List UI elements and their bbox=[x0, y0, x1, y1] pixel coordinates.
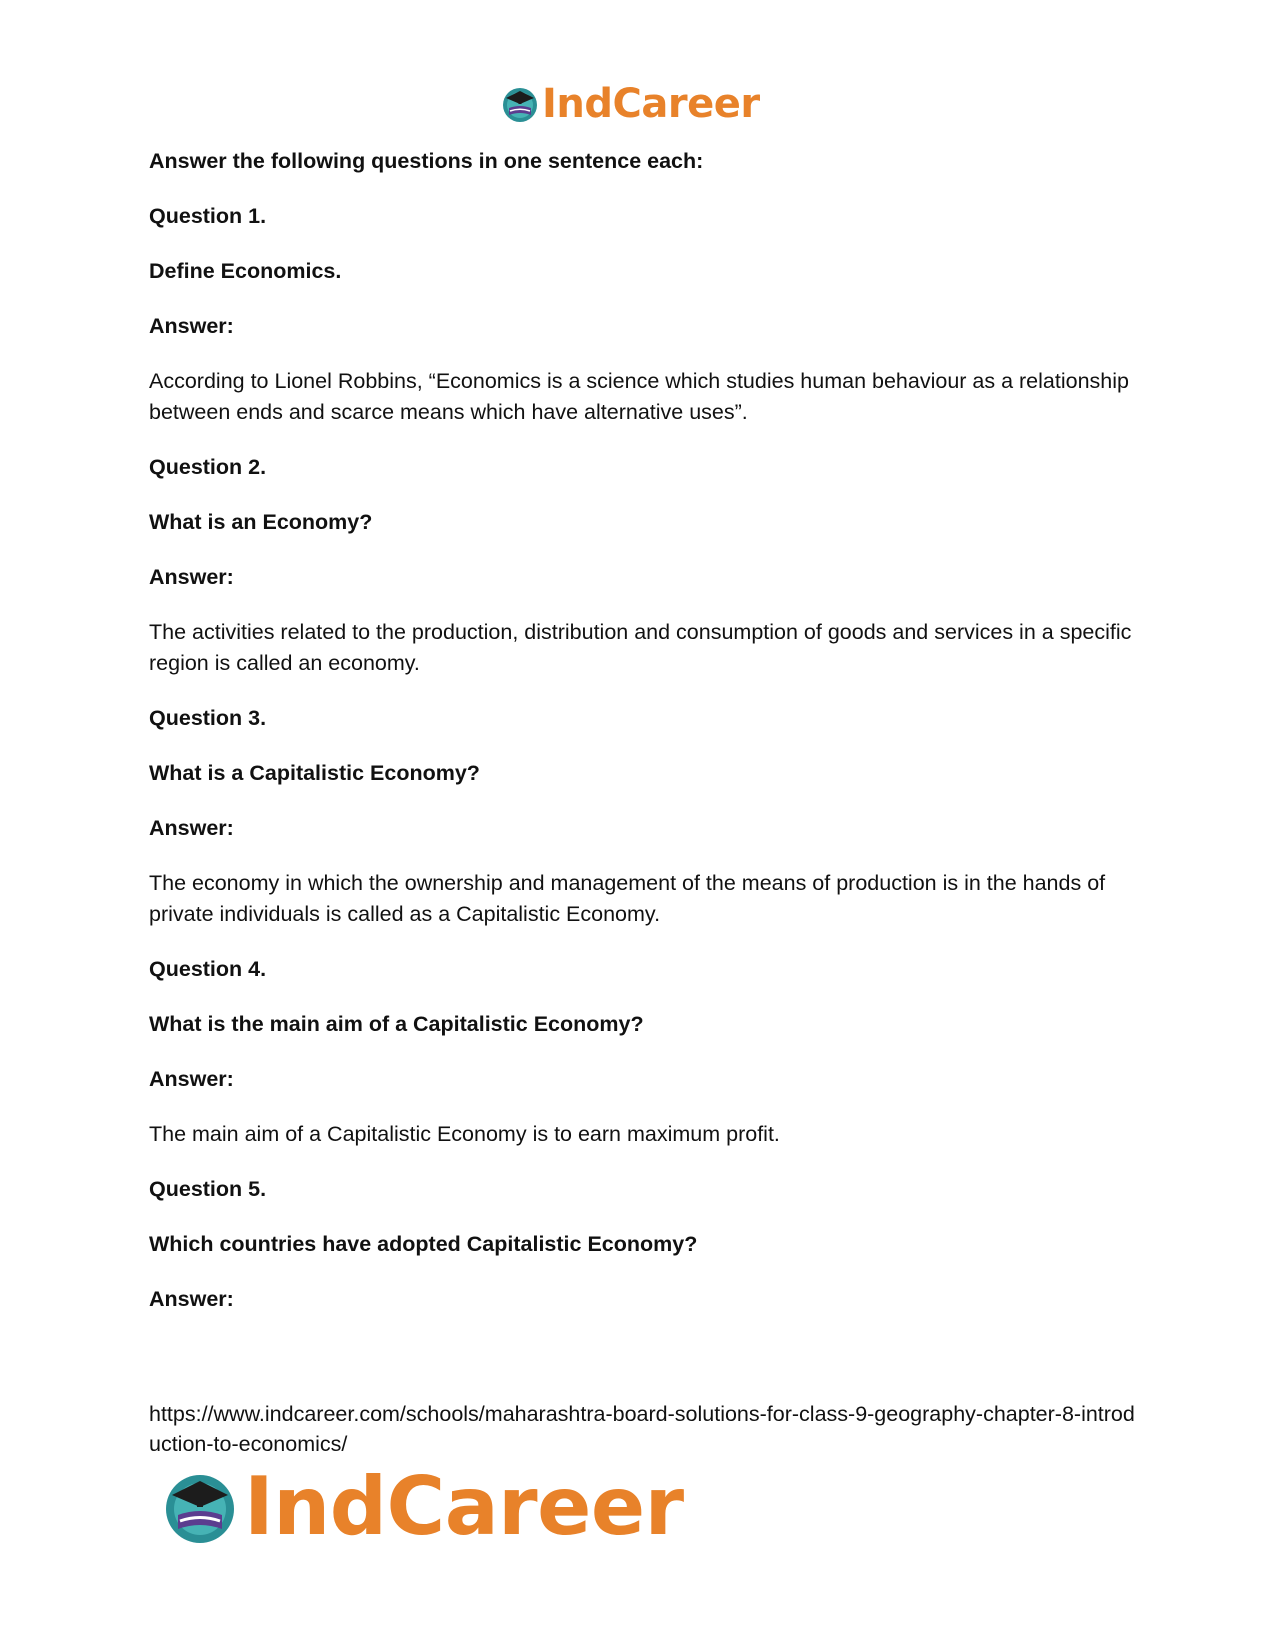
graduation-book-icon bbox=[500, 84, 540, 124]
answer-text: The activities related to the production, distribution and consumption of goods and services in a specific region is called an economy. bbox=[149, 620, 1132, 675]
qa-item-4 bbox=[149, 954, 1134, 1150]
question-label: Question 2. bbox=[149, 455, 267, 479]
source-url[interactable]: https://www.indcareer.com/schools/maharashtra-board-solutions-for-class-9-geography-chapter-8-introduction-to-economics/ bbox=[149, 1402, 1135, 1456]
document-body bbox=[149, 146, 1134, 1339]
question-text: What is an Economy? bbox=[149, 510, 373, 534]
qa-item-1 bbox=[149, 201, 1134, 428]
footer-logo bbox=[160, 1462, 720, 1552]
question-text: Which countries have adopted Capitalistic Economy? bbox=[149, 1232, 698, 1256]
question-label: Question 4. bbox=[149, 957, 267, 981]
answer-label: Answer: bbox=[149, 314, 234, 338]
answer-text: The main aim of a Capitalistic Economy is to earn maximum profit. bbox=[149, 1122, 780, 1146]
qa-item-2 bbox=[149, 452, 1134, 679]
footer-logo-text: IndCareer bbox=[244, 1460, 684, 1553]
answer-label: Answer: bbox=[149, 565, 234, 589]
answer-label: Answer: bbox=[149, 1067, 234, 1091]
answer-text: The economy in which the ownership and management of the means of production is in the hands of private individuals is called as a Capitalistic Economy. bbox=[149, 871, 1106, 926]
question-text: Define Economics. bbox=[149, 259, 342, 283]
answer-text: According to Lionel Robbins, “Economics is a science which studies human behaviour as a relationship between ends and scarce means which have alternative uses”. bbox=[149, 369, 1129, 424]
header-logo-text: IndCareer bbox=[542, 81, 760, 127]
graduation-book-icon bbox=[160, 1467, 240, 1547]
question-label: Question 5. bbox=[149, 1177, 267, 1201]
answer-label: Answer: bbox=[149, 816, 234, 840]
question-label: Question 1. bbox=[149, 204, 267, 228]
header-logo bbox=[500, 78, 780, 130]
qa-item-3 bbox=[149, 703, 1134, 930]
answer-label: Answer: bbox=[149, 1287, 234, 1311]
question-text: What is a Capitalistic Economy? bbox=[149, 761, 480, 785]
question-label: Question 3. bbox=[149, 706, 267, 730]
qa-item-5 bbox=[149, 1174, 1134, 1315]
question-text: What is the main aim of a Capitalistic Economy? bbox=[149, 1012, 644, 1036]
instruction-heading: Answer the following questions in one sentence each: bbox=[149, 149, 704, 173]
